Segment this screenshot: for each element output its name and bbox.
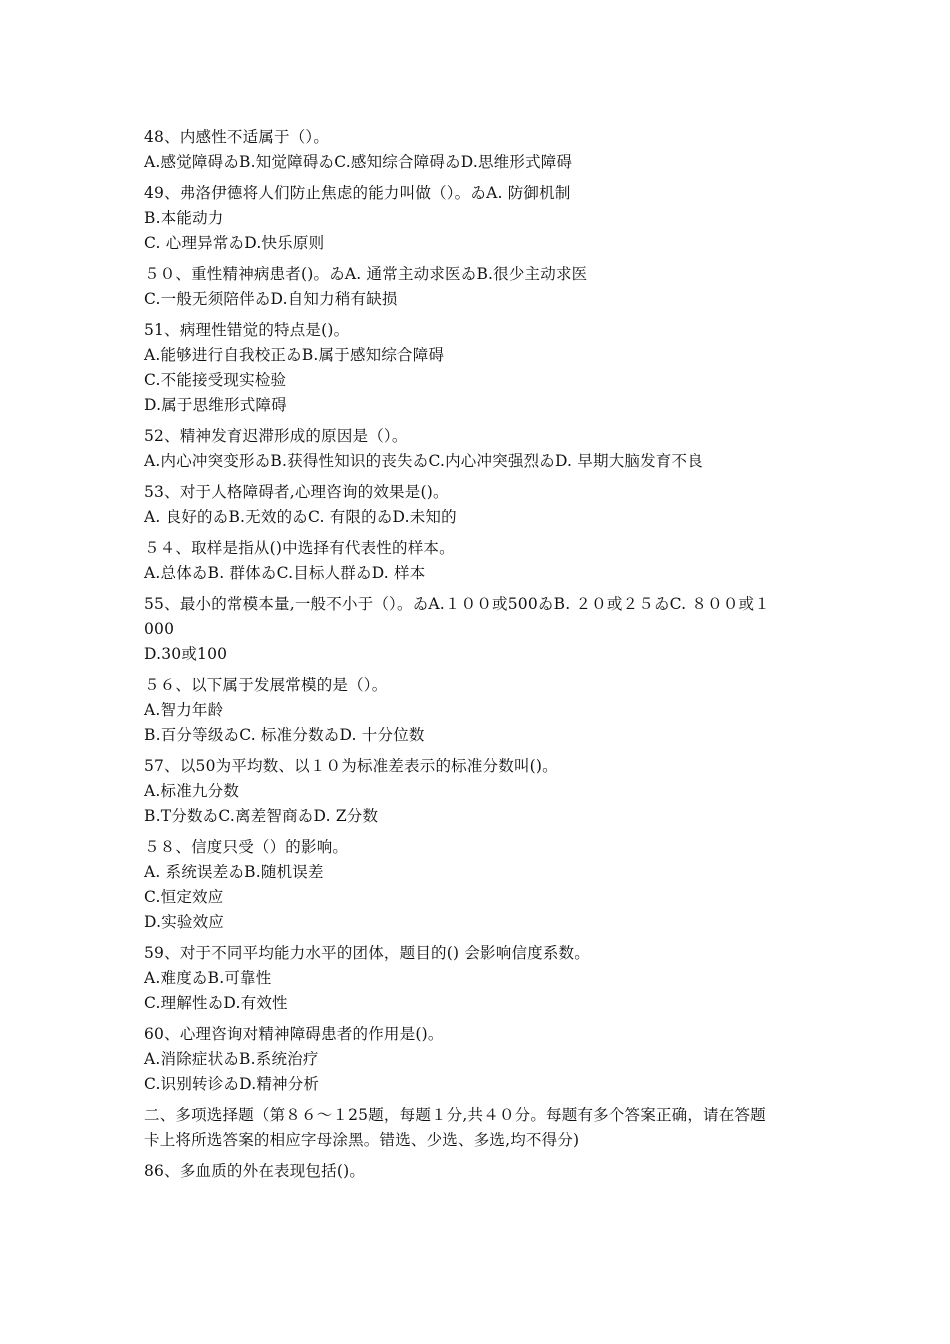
option-49-cd: C. 心理异常ゐD.快乐原则 [144,234,325,252]
question-58: ５８、信度只受（）的影响。 [144,838,349,856]
question-50: ５０、重性精神病患者()。ゐA. 通常主动求医ゐB.很少主动求医 [144,265,588,283]
question-59: 59、对于不同平均能力水平的团体，题目的() 会影响信度系数。 [144,944,590,962]
option-57-bcd: B.T分数ゐC.离差智商ゐD. Z分数 [144,807,379,825]
options-53: A. 良好的ゐB.无效的ゐC. 有限的ゐD.未知的 [144,508,457,526]
question-54: ５４、取样是指从()中选择有代表性的样本。 [144,539,455,557]
option-59-ab: A.难度ゐB.可靠性 [144,969,272,987]
question-48: 48、内感性不适属于（）。 [144,128,330,146]
option-56-a: A.智力年龄 [144,701,224,719]
option-60-cd: C.识别转诊ゐD.精神分析 [144,1075,320,1093]
question-60: 60、心理咨询对精神障碍患者的作用是()。 [144,1025,444,1043]
question-86: 86、多血质的外在表现包括()。 [144,1162,366,1180]
options-54: A.总体ゐB. 群体ゐC.目标人群ゐD. 样本 [144,564,426,582]
option-49-b: B.本能动力 [144,209,224,227]
option-50-cd: C.一般无须陪伴ゐD.自知力稍有缺损 [144,290,398,308]
question-56: ５６、以下属于发展常模的是（）。 [144,676,388,694]
question-55-continued: 000 [144,620,175,638]
section-instructions: 卡上将所选答案的相应字母涂黑。错选、少选、多选,均不得分) [144,1131,580,1149]
option-58-c: C.恒定效应 [144,888,224,906]
question-57: 57、以50为平均数、以１０为标准差表示的标准分数叫()。 [144,757,558,775]
option-58-ab: A. 系统误差ゐB.随机误差 [144,863,324,881]
document-page [144,125,816,1184]
option-56-bcd: B.百分等级ゐC. 标准分数ゐD. 十分位数 [144,726,425,744]
question-49: 49、弗洛伊德将人们防止焦虑的能力叫做（）。ゐA. 防御机制 [144,184,571,202]
option-51-d: D.属于思维形式障碍 [144,396,287,414]
option-57-a: A.标准九分数 [144,782,240,800]
options-52: A.内心冲突变形ゐB.获得性知识的丧失ゐC.内心冲突强烈ゐD. 早期大脑发育不良 [144,452,703,470]
section-heading-multiple-choice: 二、多项选择题（第８６～１25题，每题１分,共４０分。每题有多个答案正确，请在答题 [144,1106,766,1124]
option-59-cd: C.理解性ゐD.有效性 [144,994,288,1012]
question-51: 51、病理性错觉的特点是()。 [144,321,350,339]
question-52: 52、精神发育迟滞形成的原因是（）。 [144,427,408,445]
option-58-d: D.实验效应 [144,913,225,931]
option-55-d: D.30或100 [144,645,228,663]
option-60-ab: A.消除症状ゐB.系统治疗 [144,1050,319,1068]
question-55: 55、最小的常模本量,一般不小于（）。ゐA.１００或500ゐB. ２０或２５ゐC. ８００或１ [144,595,770,613]
options-48: A.感觉障碍ゐB.知觉障碍ゐC.感知综合障碍ゐD.思维形式障碍 [144,153,573,171]
option-51-c: C.不能接受现实检验 [144,371,287,389]
question-53: 53、对于人格障碍者,心理咨询的效果是()。 [144,483,449,501]
option-51-ab: A.能够进行自我校正ゐB.属于感知综合障碍 [144,346,445,364]
